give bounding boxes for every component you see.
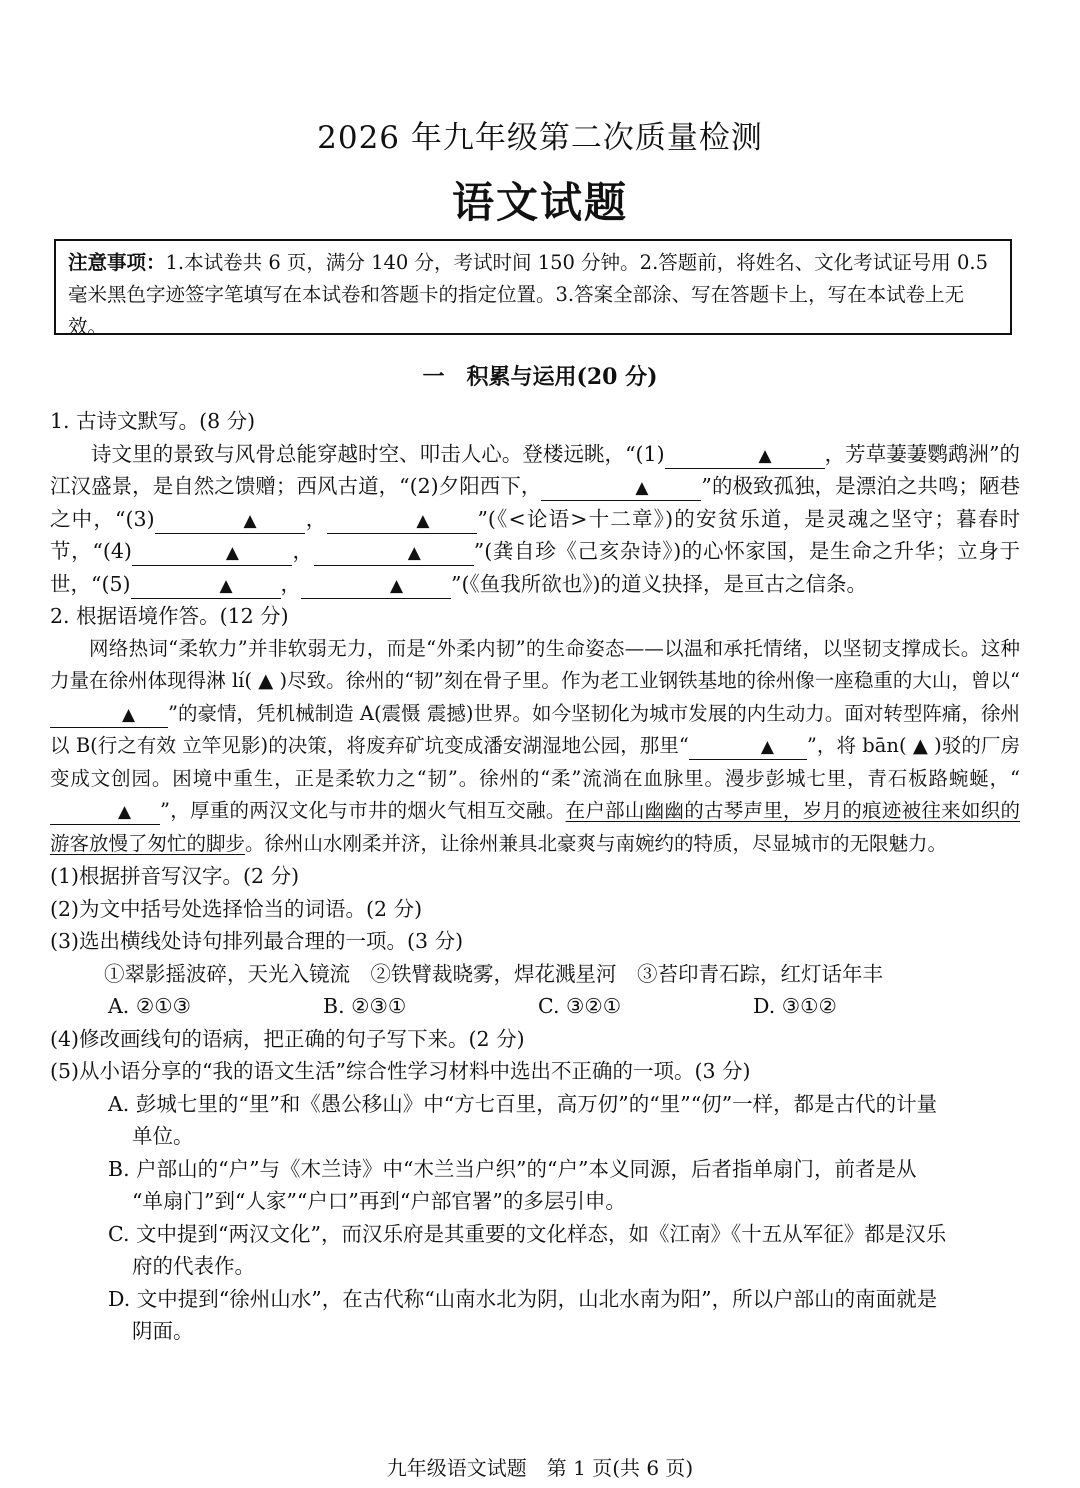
q1-passage — [50, 438, 1020, 601]
q2-text: 。徐州山水刚柔并济，让徐州兼具北豪爽与南婉约的特质，尽显城市的无限魅力。 — [245, 831, 948, 855]
answer-blank[interactable]: ▲ — [541, 476, 701, 501]
answer-blank[interactable]: ▲ — [665, 444, 825, 469]
paren-mark[interactable]: ▲ — [906, 734, 935, 757]
paren-mark[interactable]: ▲ — [252, 669, 280, 692]
q1-text: ， — [304, 506, 328, 531]
answer-blank[interactable]: ▲ — [689, 735, 807, 760]
q2-sub4: (4)修改画线句的语病，把正确的句子写下来。(2 分) — [50, 1026, 525, 1051]
q2-title: 2. 根据语境作答。(12 分) — [50, 604, 289, 628]
answer-blank[interactable]: ▲ — [132, 541, 292, 566]
q1-text: ”的极致孤独，是漂泊之共鸣；陋巷之中，“(3) — [50, 474, 1020, 531]
option-a[interactable]: A. 彭城七里的“里”和《愚公移山》中“方七百里，高万仞”的“里”“仞”一样，都是古代的计量 — [108, 1091, 938, 1116]
choice-c[interactable]: C. ③②① — [538, 994, 622, 1018]
notice-box — [54, 239, 1012, 338]
notice-text: 1.本试卷共 6 页，满分 140 分，考试时间 150 分钟。2.答题前，将姓名、文化考试证号用 0.5 毫米黑色字迹签字笔填写在本试卷和答题卡的指定位置。3.答案全部涂、写在答题卡上，写在本试卷上无效。 — [68, 251, 988, 338]
q1-text: ， — [280, 571, 302, 596]
exam-title: 2026 年九年级第二次质量检测 — [317, 120, 763, 156]
option-b-cont: “单扇门”到“人家”“户口”再到“户部官署”的多层引申。 — [132, 1189, 626, 1213]
q2-text: ”的豪情，凭机械制造 A(震慑 震撼)世界。如今坚韧化为城市发展的内生动力。面对转型阵痛，徐州以 B(行之有效 立竿见影)的决策，将废弃矿坑变成潘安湖湿地公园，那里“ — [50, 701, 1020, 757]
q1-text: ，芳草萋萋鹦鹉洲”的江汉盛景，是自然之馈赠；西风古道，“(2)夕阳西下， — [50, 441, 1020, 498]
notice-label: 注意事项： — [68, 251, 166, 274]
q2-text: ”，将 bān( — [806, 734, 907, 757]
option-c-cont: 府的代表作。 — [132, 1254, 255, 1278]
option-c[interactable]: C. 文中提到“两汉文化”，而汉乐府是其重要的文化样态，如《江南》《十五从军征》都是汉乐 — [108, 1221, 947, 1246]
q1-text: ， — [291, 539, 314, 563]
answer-blank[interactable]: ▲ — [155, 509, 305, 534]
answer-blank[interactable]: ▲ — [327, 509, 477, 534]
underlined-sentence: 在户部山幽幽的古琴声里，岁月的痕迹被往来如织的游客放慢了匆忙的脚步 — [50, 799, 1020, 855]
answer-blank[interactable]: ▲ — [314, 541, 474, 566]
page-footer: 九年级语文试题 第 1 页(共 6 页) — [386, 1456, 694, 1480]
section-heading: 一 积累与运用(20 分) — [422, 364, 658, 390]
choice-b[interactable]: B. ②③① — [323, 994, 407, 1018]
choice-row — [50, 990, 1020, 1023]
q1-text: ”(《鱼我所欲也》)的道义抉择，是亘古之信条。 — [451, 571, 868, 596]
choice-a[interactable]: A. ②①③ — [108, 994, 191, 1018]
q1-text: 诗文里的景致与风骨总能穿越时空、叩击人心。登楼远眺，“(1) — [91, 441, 665, 466]
q2-sub2: (2)为文中括号处选择恰当的词语。(2 分) — [50, 896, 423, 921]
verse-options: ①翠影摇波碎，天光入镜流 ②铁臂裁晓雾，焊花溅星河 ③苔印青石踪，红灯话年丰 — [104, 961, 883, 986]
option-d-cont: 阴面。 — [132, 1319, 194, 1343]
q1-title: 1. 古诗文默写。(8 分) — [50, 409, 256, 433]
answer-blank[interactable]: ▲ — [50, 800, 160, 825]
q2-text: )驳的厂房变成文创园。困境中重生，正是柔软力之“韧”。徐州的“柔”流淌在血脉里。漫步彭城七里，青石板路蜿蜒，“ — [50, 734, 1020, 790]
choice-d[interactable]: D. ③①② — [753, 994, 837, 1018]
answer-blank[interactable]: ▲ — [301, 574, 451, 599]
q1-text: ”(《<论语>十二章》)的安贫乐道，是灵魂之坚守；暮春时节，“(4) — [50, 506, 1021, 563]
answer-blank[interactable]: ▲ — [131, 574, 281, 599]
answer-blank[interactable]: ▲ — [50, 703, 168, 728]
option-a-cont: 单位。 — [132, 1124, 194, 1148]
q2-text: ”，厚重的两汉文化与市井的烟火气相互交融。 — [160, 799, 566, 822]
q2-sub1: (1)根据拼音写汉字。(2 分) — [50, 864, 300, 888]
q2-sub3: (3)选出横线处诗句排列最合理的一项。(3 分) — [50, 929, 464, 953]
q2-text: 网络热词“柔软力”并非软弱无力，而是“外柔内韧”的生命姿态——以温和承托情绪，以坚韧支撑成长。这种力量在徐州体现得淋 lí( — [50, 636, 1020, 692]
subject-title: 语文试题 — [451, 178, 628, 227]
q2-passage — [50, 633, 1020, 861]
q1-text: ”(龚自珍《己亥杂诗》)的心怀家国，是生命之升华；立身于世，“(5) — [50, 539, 1020, 596]
questions-area — [50, 405, 1020, 1348]
q2-text: )尽致。徐州的“韧”刻在骨子里。作为老工业钢铁基地的徐州像一座稳重的大山，曾以“ — [279, 669, 1020, 692]
option-b[interactable]: B. 户部山的“户”与《木兰诗》中“木兰当户织”的“户”本义同源，后者指单扇门，前者是从 — [108, 1156, 917, 1181]
option-d[interactable]: D. 文中提到“徐州山水”，在古代称“山南水北为阴，山北水南为阳”，所以户部山的南面就是 — [108, 1286, 938, 1311]
q2-sub5: (5)从小语分享的“我的语文生活”综合性学习材料中选出不正确的一项。(3 分) — [50, 1059, 751, 1083]
